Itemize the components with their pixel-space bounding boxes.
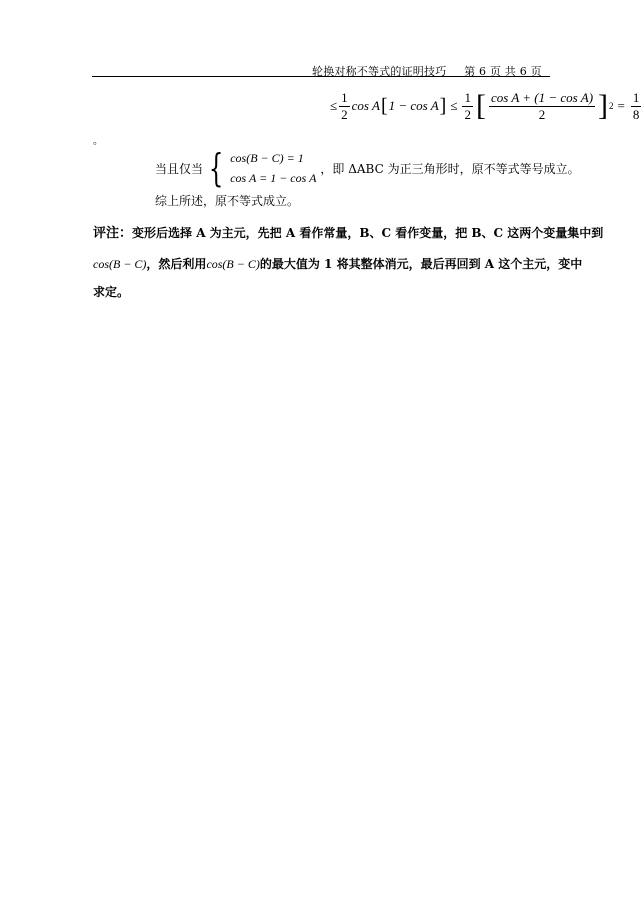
leq-sign-2: ≤ — [450, 98, 458, 113]
half-denominator-2: 2 — [464, 106, 471, 122]
cos-a-term: cos A — [351, 98, 380, 113]
header-page-number: 第 6 页 共 6 页 — [464, 65, 542, 78]
header-title: 轮换对称不等式的证明技巧 — [312, 65, 447, 78]
note-line-2 — [93, 255, 583, 272]
leq-sign: ≤ — [330, 98, 338, 113]
condition-line-2: cos A = 1 − cos A — [230, 171, 317, 185]
right-bracket: ] — [439, 95, 447, 117]
note-line-3: 求定。 — [93, 285, 130, 299]
conclusion-text: 综上所述，原不等式成立。 — [155, 194, 300, 208]
stray-period: 。 — [93, 136, 103, 147]
condition-suffix: ，即 ΔABC 为正三角形时，原不等式等号成立。 — [320, 161, 580, 176]
half-fraction-2 — [462, 90, 473, 123]
square-exponent: 2 — [609, 101, 614, 111]
big-right-bracket: ] — [598, 89, 609, 122]
note-label: 评注： — [93, 226, 133, 241]
note-expr-2: cos(B − C) — [206, 257, 260, 271]
mean-numerator: cos A + (1 − cos A) — [490, 89, 594, 105]
note-text-2b: 的最大值为 1 将其整体消元，最后再回到 A 这个主元，变中 — [259, 257, 583, 271]
condition-prefix: 当且仅当 — [155, 161, 204, 176]
big-left-bracket: [ — [475, 89, 486, 122]
note-expr-1: cos(B − C) — [93, 257, 147, 271]
half-fraction — [339, 90, 350, 123]
inequality-formula — [330, 84, 642, 128]
bracket-inner: 1 − cos A — [388, 98, 439, 113]
half-numerator: 1 — [341, 89, 348, 105]
mean-fraction — [489, 90, 595, 123]
mean-denominator: 2 — [538, 106, 546, 122]
result-fraction — [631, 90, 642, 123]
note-text-2a: ，然后利用 — [146, 257, 207, 271]
result-denominator: 8 — [632, 106, 640, 122]
condition-line-1: cos(B − C) = 1 — [230, 151, 304, 165]
left-bracket: [ — [380, 95, 388, 117]
note-line-1 — [93, 222, 604, 241]
half-denominator: 2 — [341, 106, 348, 122]
condition-system — [230, 148, 316, 188]
half-numerator-2: 1 — [464, 89, 471, 105]
equals-sign: = — [617, 98, 625, 113]
note-text-1: 变形后选择 A 为主元，先把 A 看作常量，B、C 看作变量，把 B、C 这两个变量集中到 — [132, 226, 604, 240]
header-rule — [92, 76, 550, 77]
equality-condition — [155, 148, 580, 188]
result-numerator: 1 — [632, 89, 640, 105]
left-brace: { — [208, 146, 224, 190]
